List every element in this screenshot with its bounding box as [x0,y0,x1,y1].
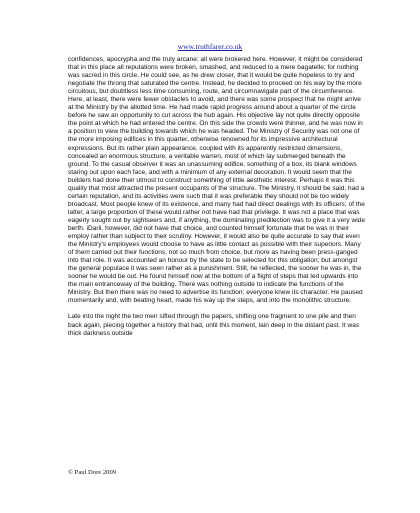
header-website-link[interactable]: www.truthfarer.co.uk [177,42,243,51]
copyright-notice: © Paul Dore 2009 [68,469,117,476]
body-paragraph-1: confidences, apocrypha and the truly arcane; all were brokered here. However, it might be considered that in this place all reputations were broken, smashed, and reduced to a mere bagatelle; for nothing was sacred in this circle. He could see, as he drew closer, that it would be quite hopeless to try and negotiate the throng that saturated the centre. Instead, he decided to proceed on his way by the more circuitous, but doubtless less time consuming, route, and circumnavigate part of the circumference. Here, at least, there were fewer obstacles to avoid, and there was some prospect that he might arrive at the Ministry by the allotted time. He had made rapid progress around about a quarter of the circle before he saw an opportunity to cut across the hub again. His objective lay not quite directly opposite the point at which he had entered the centre. On this side the crowds were thinner, and he was now in a position to view the building towards which he was headed. The Ministry of Security was not one of the more imposing edifices in this quarter, otherwise renowned for its impressive architectural expressions. But its rather plain appearance, coupled with its apparently restricted dimensions, concealed an enormous structure, a veritable warren, most of which lay submerged beneath the ground. To the casual observer it was an unassuming edifice, something of a box, its blank windows staring out upon each face, and with a minimum of any external decoration. It would seem that the builders had done their utmost to construct something of little aesthetic interest. Perhaps it was this quality that most attracted the present occupants of the structure. The Ministry, it should be said, had a certain reputation, and its activities were such that it was preferable they should not be too widely broadcast. Most people knew of its existence, and many had had direct dealings with its officers; of the latter, a large proportion of these would rather not have had that privilege. It was not a place that was eagerly sought out by sightseers and, if anything, the dominating predilection was to give it a very wide berth. iDarii, however, did not have that choice, and counted himself fortunate that he was in their employ rather than subject to their scrutiny. However, it would also be quite accurate to say that even the Ministry's employees would choose to have as little contact as possible with their superiors. Many of them carried out their functions, not so much from choice, but more as having been press-ganged into that role. It was accounted an honour by the state to be selected for this obligation; but amongst the general populace it was seen rather as a punishment. Still, he reflected, the sooner he was in, the sooner he would be out. He found himself now at the bottom of a flight of steps that led upwards into the main entranceway of the building. There was nothing outside to indicate the functions of the Ministry. But then there was no need to advertise its function; everyone knew its character. He paused momentarily and, with beating heart, made his way up the steps, and into the monolithic structure. [68,56,365,305]
document-body [68,56,366,338]
body-paragraph-2: Late into the night the two men sifted through the papers, shifting one fragment to one pile and then back again, piecing together a history that had, until this moment, lain deep in the distant past. It was thick darkness outside [68,313,360,337]
